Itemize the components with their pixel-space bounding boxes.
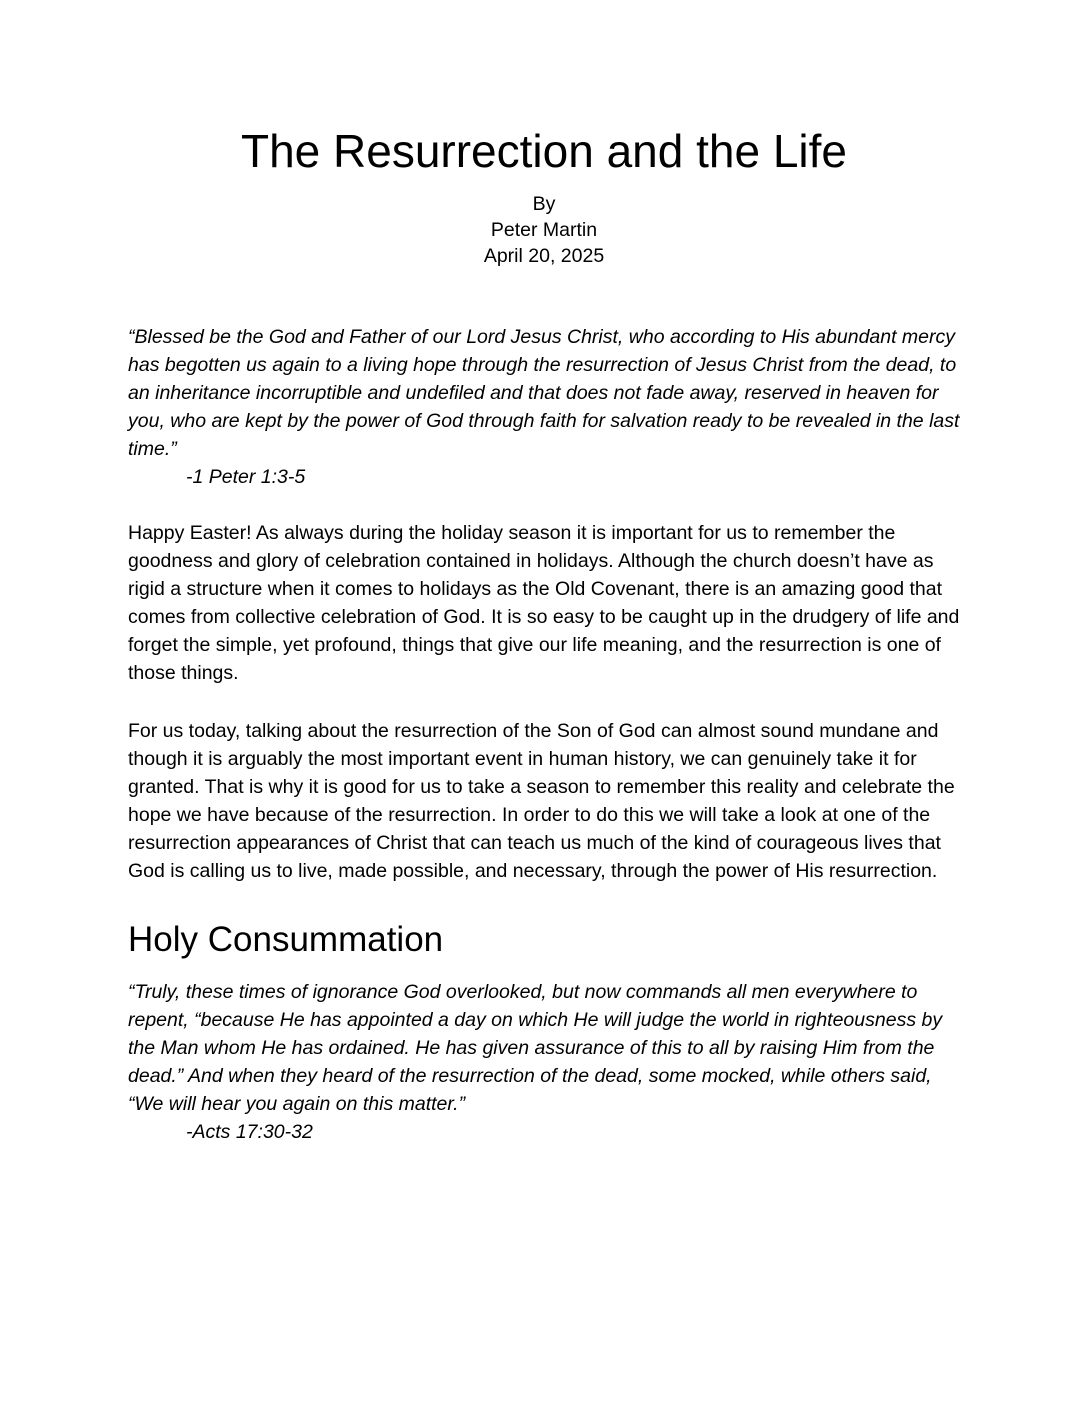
section-heading-holy-consummation: Holy Consummation xyxy=(128,920,444,959)
opening-scripture-quote: “Blessed be the God and Father of our Lord Jesus Christ, who according to His abundant mercy has begotten us again to a living hope through the resurrection of Jesus Christ from the dead, to an inheritance incorruptible and undefiled and that does not fade away, reserved in heaven for you, who are kept by the power of God through faith for salvation ready to be revealed in the last time.” xyxy=(128,326,960,460)
section-scripture-attribution: -Acts 17:30-32 xyxy=(186,1121,313,1143)
opening-scripture-attribution: -1 Peter 1:3-5 xyxy=(186,466,306,488)
body-paragraph-1: Happy Easter! As always during the holiday season it is important for us to remember the goodness and glory of celebration contained in holidays. Although the church doesn’t have as rigid a structure when it comes to holidays as the Old Covenant, there is an amazing good that comes from collective celebration of God. It is so easy to be caught up in the drudgery of life and forget the simple, yet profound, things that give our life meaning, and the resurrection is one of those things. xyxy=(128,522,960,684)
byline-by-label: By xyxy=(532,193,556,215)
byline-date: April 20, 2025 xyxy=(483,245,605,267)
body-paragraph-2: For us today, talking about the resurrection of the Son of God can almost sound mundane and though it is arguably the most important event in human history, we can genuinely take it for granted. That is why it is good for us to take a season to remember this reality and celebrate the hope we have because of the resurrection. In order to do this we will take a look at one of the resurrection appearances of Christ that can teach us much of the kind of courageous lives that God is calling us to live, made possible, and necessary, through the power of His resurrection. xyxy=(128,720,955,882)
byline-author: Peter Martin xyxy=(490,219,598,241)
section-scripture-quote: “Truly, these times of ignorance God overlooked, but now commands all men everywhere to repent, “because He has appointed a day on which He will judge the world in righteousness by the Man whom He has ordained. He has given assurance of this to all by raising Him from the dead.” And when they heard of the resurrection of the dead, some mocked, while others said, “We will hear you again on this matter.” xyxy=(128,981,943,1115)
byline xyxy=(128,191,960,269)
document-title: The Resurrection and the Life xyxy=(240,125,848,177)
